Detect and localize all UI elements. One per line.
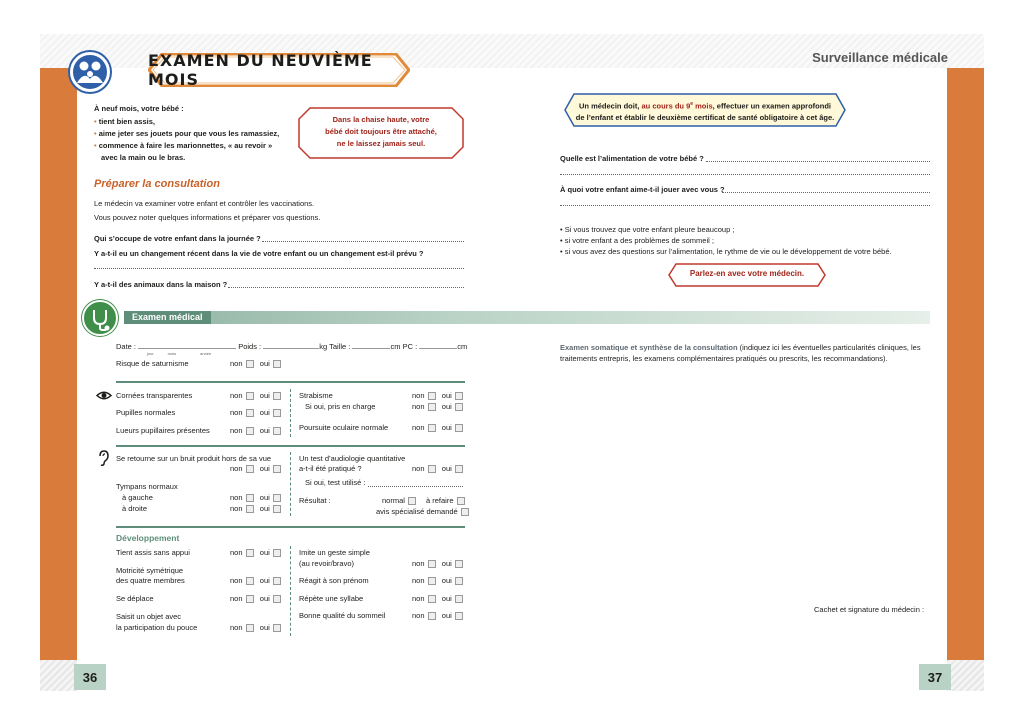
height-label: Taille :	[329, 342, 351, 351]
non-oui-check[interactable]: non oui	[230, 576, 281, 586]
dev-item: Répète une syllabe	[299, 594, 364, 603]
dev-item: Réagit à son prénom	[299, 576, 369, 585]
answer-line[interactable]	[560, 205, 930, 206]
question-label: Qui s’occupe de votre enfant dans la journée ?	[94, 234, 261, 243]
eye-item: Lueurs pupillaires présentes	[116, 426, 210, 435]
non-oui-check[interactable]: non oui	[412, 391, 463, 401]
ear-item: à droite	[122, 504, 148, 513]
saturnisme-label: Risque de saturnisme	[116, 359, 189, 368]
dev-item: Tient assis sans appui	[116, 548, 190, 557]
weight-label: Poids :	[238, 342, 262, 351]
exam-section-bar	[124, 311, 930, 324]
answer-line[interactable]	[228, 287, 464, 288]
question-label: Quelle est l’alimentation de votre bébé ?	[560, 154, 704, 163]
non-oui-check[interactable]: non oui	[230, 504, 281, 514]
date-field[interactable]	[138, 342, 236, 349]
dev-item: Motricité symétrique	[116, 566, 184, 575]
column-divider	[290, 452, 291, 516]
advice-item: • Si vous trouvez que votre enfant pleure beaucoup ;	[560, 225, 735, 234]
bubble-line: Un médecin doit, au cours du 9e mois, effectuer un examen approfondi	[578, 101, 831, 111]
audio-label: Un test d’audiologie quantitative	[299, 454, 406, 463]
non-oui-check[interactable]: non oui	[230, 408, 281, 418]
synthese-text: Examen somatique et synthèse de la consultation (indiquez ici les éventuelles particularités cliniques, les traitements entrepris, les examens complémentaires pratiqués ou prescrits, les recommandations).	[560, 343, 921, 363]
eye-item: Cornées transparentes	[116, 391, 193, 400]
exam-section-title: Examen médical	[124, 311, 211, 324]
family-logo-icon	[70, 52, 110, 92]
prepare-text: Vous pouvez noter quelques informations et préparer vos questions.	[94, 213, 321, 222]
bottom-left-hatch	[40, 660, 77, 691]
intro-item: • tient bien assis,	[94, 117, 155, 126]
intro-item: avec la main ou le bras.	[101, 153, 186, 162]
poursuite-label: Poursuite oculaire normale	[299, 423, 389, 432]
prepare-text: Le médecin va examiner votre enfant et contrôler les vaccinations.	[94, 199, 315, 208]
stethoscope-icon	[82, 300, 118, 336]
answer-line[interactable]	[560, 174, 930, 175]
dev-item: Bonne qualité du sommeil	[299, 611, 386, 620]
height-field[interactable]	[352, 342, 390, 349]
dev-item: des quatre membres	[116, 576, 185, 585]
test-used-field[interactable]	[368, 486, 463, 487]
section-divider	[116, 381, 465, 383]
kg-unit: kg	[319, 342, 328, 351]
question-label: Y a-t-il des animaux dans la maison ?	[94, 280, 228, 289]
dev-item: (au revoir/bravo)	[299, 559, 355, 568]
cm-unit: cm	[390, 342, 401, 351]
dev-item: la participation du pouce	[116, 623, 198, 632]
doctor-info-bubble	[564, 93, 846, 127]
title-banner	[148, 53, 410, 87]
dev-item: Se déplace	[116, 594, 154, 603]
pc-label: PC :	[402, 342, 418, 351]
section-divider	[116, 526, 465, 528]
cm-unit: cm	[457, 342, 468, 351]
safety-bubble	[298, 107, 464, 159]
refaire-check[interactable]: à refaire	[426, 496, 465, 506]
non-oui-check[interactable]: non oui	[230, 623, 281, 633]
test-used-label: Si oui, test utilisé :	[305, 478, 366, 487]
bottom-right-hatch	[947, 660, 984, 691]
question-label: Y a-t-il eu un changement récent dans la vie de votre enfant ou un changement est-il prévu ?	[94, 249, 424, 258]
non-oui-check[interactable]: non oui	[230, 594, 281, 604]
left-orange-margin	[40, 68, 77, 691]
non-oui-check[interactable]: non oui	[230, 359, 281, 369]
non-oui-check[interactable]: non oui	[412, 559, 463, 569]
non-oui-check[interactable]: non oui	[230, 391, 281, 401]
non-oui-check[interactable]: non oui	[412, 423, 463, 433]
prepare-heading: Préparer la consultation	[94, 178, 220, 190]
page-number-right: 37	[919, 664, 951, 690]
ear-item: Tympans normaux	[116, 482, 178, 491]
answer-line[interactable]	[262, 241, 464, 242]
non-oui-check[interactable]: non oui	[230, 464, 281, 474]
audio-label: a-t-il été pratiqué ?	[299, 464, 362, 473]
non-oui-check[interactable]: non oui	[230, 493, 281, 503]
intro-item: • commence à faire les marionnettes, « au revoir »	[94, 141, 273, 150]
bubble-line: bébé doit toujours être attaché,	[325, 127, 437, 136]
non-oui-check[interactable]: non oui	[412, 402, 463, 412]
result-label: Résultat :	[299, 496, 331, 505]
intro-lead: À neuf mois, votre bébé :	[94, 104, 184, 113]
pc-field[interactable]	[419, 342, 457, 349]
advice-item: • si vous avez des questions sur l’alimentation, le rythme de vie ou le développement de votre bébé.	[560, 247, 892, 256]
intro-item: • aime jeter ses jouets pour que vous les ramassiez,	[94, 129, 280, 138]
avis-check[interactable]: avis spécialisé demandé	[376, 507, 469, 517]
cachet-label: Cachet et signature du médecin :	[814, 605, 925, 614]
page-number-left: 36	[74, 664, 106, 690]
non-oui-check[interactable]: non oui	[412, 594, 463, 604]
weight-field[interactable]	[263, 342, 319, 349]
date-label: Date :	[116, 342, 137, 351]
right-orange-margin	[947, 68, 984, 691]
advice-item: • si votre enfant a des problèmes de sommeil ;	[560, 236, 714, 245]
answer-line[interactable]	[722, 192, 930, 193]
date-sub-labels: jour mois année	[147, 351, 212, 356]
non-oui-check[interactable]: non oui	[230, 426, 281, 436]
answer-line[interactable]	[706, 161, 930, 162]
synthese-title: Examen somatique et synthèse de la consultation	[560, 343, 738, 352]
dev-item: Saisit un objet avec	[116, 612, 182, 621]
ear-icon	[97, 450, 109, 471]
normal-check[interactable]: normal	[382, 496, 416, 506]
answer-line[interactable]	[94, 268, 464, 269]
non-oui-check[interactable]: non oui	[412, 464, 463, 474]
question-label: À quoi votre enfant aime-t-il jouer avec vous ?	[560, 185, 725, 194]
bubble-line: ne le laissez jamais seul.	[336, 139, 426, 148]
synthese-area[interactable]	[560, 366, 930, 636]
section-header: Surveillance médicale	[812, 50, 948, 65]
strabisme-sub-label: Si oui, pris en charge	[305, 402, 376, 411]
dev-item: Imite un geste simple	[299, 548, 370, 557]
page-title: EXAMEN DU NEUVIÈME MOIS	[148, 51, 373, 89]
bubble-line: de l’enfant et établir le deuxième certificat de santé obligatoire à cet âge.	[575, 112, 835, 122]
eye-item: Pupilles normales	[116, 408, 176, 417]
bubble-line: Dans la chaise haute, votre	[332, 115, 430, 124]
non-oui-check[interactable]: non oui	[412, 576, 463, 586]
cta-text: Parlez-en avec votre médecin.	[689, 269, 805, 278]
dev-heading: Développement	[116, 533, 180, 543]
strabisme-label: Strabisme	[299, 391, 333, 400]
cta-bubble	[668, 263, 826, 287]
eye-icon	[96, 388, 112, 406]
ear-item: à gauche	[122, 493, 153, 502]
column-divider	[290, 389, 291, 437]
column-divider	[290, 546, 291, 636]
non-oui-check[interactable]: non oui	[412, 611, 463, 621]
ear-item: Se retourne sur un bruit produit hors de sa vue	[116, 454, 272, 463]
section-divider	[116, 445, 465, 447]
non-oui-check[interactable]: non oui	[230, 548, 281, 558]
